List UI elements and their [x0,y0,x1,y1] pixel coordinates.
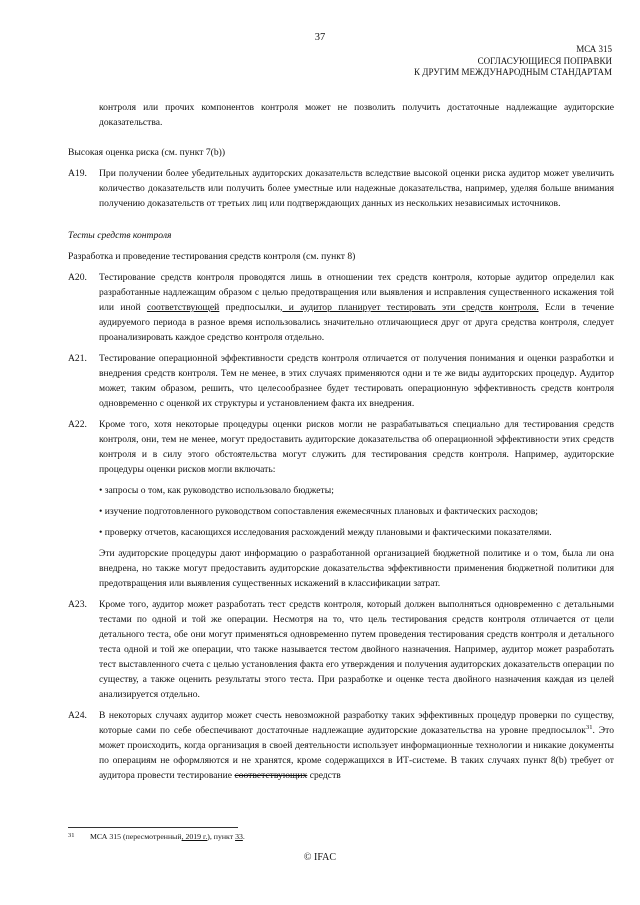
inserted-text: , 2019 г. [181,832,208,841]
text-run: ), пункт [207,832,236,841]
paragraph-number: A21. [68,353,87,364]
bullet-item: • запросы о том, как руководство использовало бюджеты; [99,485,334,496]
paragraph-number: A20. [68,272,87,283]
text-run: предпосылки, [219,302,283,313]
paragraph-a22-after: Эти аудиторские процедуры дают информацию о разработанной организацией бюджетной политике и о том, была ли она внедрена, но также могут предоставить аудиторские доказательства эффективности применения бюджетной политики для предотвращения или выявления существенных искажений в классификации затрат. [99,548,614,589]
bullet-item: • изучение подготовленного руководством сопоставления ежемесячных плановых и фактических расходов; [99,506,538,517]
footnote-divider [68,827,238,828]
paragraph-text: Тестирование операционной эффективности средств контроля отличается от получения понимания и оценки разработки и внедрения средств контроля. Тем не менее, в этих случаях применяются одни и те же виды аудиторских процедур. Аудитор может, таким образом, решить, что целесообразнее будет тестировать операционную эффективность средств контроля одновременно с оценкой их структуры и установлением факта их внедрения. [99,353,614,409]
text-run: . [242,832,245,841]
paragraph-a21 [68,351,614,411]
paragraph-a24 [68,708,614,783]
paragraph-text: Кроме того, хотя некоторые процедуры оценки рисков могли не разрабатываться специально для тестирования средств контроля, они, тем не менее, могут предоставить аудиторские доказательства об операционной эффективности этих средств контроля и в силу этого обстоятельства могут служить для тестирования средств контроля. Например, аудиторские процедуры оценки рисков могли включать: [99,419,614,475]
bullet-item: • проверку отчетов, касающихся исследования расхождений между плановыми и фактическими показателями. [99,527,552,538]
paragraph-a19 [68,166,614,211]
footnote [68,832,245,841]
section-title-line1: СОГЛАСУЮЩИЕСЯ ПОПРАВКИ [477,55,612,66]
continuation-text: контроля или прочих компонентов контроля может не позволить получить достаточные надлежащие аудиторские доказательства. [99,102,614,128]
inserted-text: и аудитор планирует тестировать эти средств контроля. [282,302,539,313]
standard-label: МСА 315 [576,44,612,54]
text-run: средств [307,770,341,781]
subheading-design: Разработка и проведение тестирования средств контроля (см. пункт 8) [68,251,356,262]
text-run: МСА 315 (пересмотренный [90,832,182,841]
paragraph-number: A24. [68,710,87,721]
paragraph-a22 [68,417,614,477]
paragraph-text [99,270,614,345]
paragraph-number: A19. [68,168,87,179]
paragraph-a20 [68,270,614,345]
paragraph-text: При получении более убедительных аудиторских доказательств вследствие высокой оценки риска аудитор может увеличить количество доказательств или получить более уместные или надежные доказательства, например, уделяя больше внимания получению доказательств от третьих лиц или подтверждающих данных из нескольких независимых источников. [99,168,614,209]
paragraph-text: Кроме того, аудитор может разработать тест средств контроля, который должен выполняться одновременно с детальными тестами по одной и той же операции. Несмотря на то, что цель тестирования средств контроля отличается от цели детального теста, обе они могут применяться одновременно путем проведения тестирования средств контроля и детального теста одной и той же операции, что также называется тестом двойного назначения. Например, аудитор может разработать тест выставленного счета с целью установления факта его утверждения и получения аудиторских доказательств операции по существу, а также оценить результаты этого теста. При разработке и оценке теста двойного назначения каждая из целей анализируется отдельно. [99,599,614,700]
footnote-number: 31 [68,832,75,839]
paragraph-number: A23. [68,599,87,610]
paragraph-text [99,708,614,783]
footnote-text [90,832,245,841]
text-run: . Это может происходить, когда организация в своей деятельности использует информационные технологии и никакие документы по операциям не оформляются и не хранятся, кроме содержащихся в ИТ-системе. В таких случаях пункт 8(b) требует от аудитора провести тестирование [99,725,614,781]
text-run: Тестирование средств контроля проводятся лишь в отношении тех средств контроля, которые аудитор определил как разработанные надлежащим образом с целью предотвращения или выявления и исправления существенного искажения той или иной [99,272,614,313]
main-content [68,100,614,783]
section-title-line2: К ДРУГИМ МЕЖДУНАРОДНЫМ СТАНДАРТАМ [414,67,612,77]
copyright-footer: © IFAC [303,852,337,863]
text-run: В некоторых случаях аудитор может счесть невозможной разработку таких эффективных процедур проверки по существу, которые сами по себе обеспечивают достаточные надлежащие аудиторские доказательства на уровне предпосылок [99,710,614,736]
deleted-text: соответствующих [234,770,308,781]
footnote-ref[interactable]: 31 [585,723,593,731]
heading-high-risk: Высокая оценка риска (см. пункт 7(b)) [68,147,226,158]
paragraph-a23 [68,597,614,702]
inserted-text: соответствующей [146,302,220,313]
paragraph-number: A22. [68,419,87,430]
page-number: 37 [314,32,326,43]
inserted-text: 33 [235,832,243,841]
text-run: Если в течение аудируемого периода в разное время использовались значительно отличающиеся друг от друга средства контроля, следует проанализировать каждое средство контроля отдельно. [99,302,615,343]
running-header [414,44,612,79]
heading-tests-of-controls: Тесты средств контроля [68,230,172,241]
